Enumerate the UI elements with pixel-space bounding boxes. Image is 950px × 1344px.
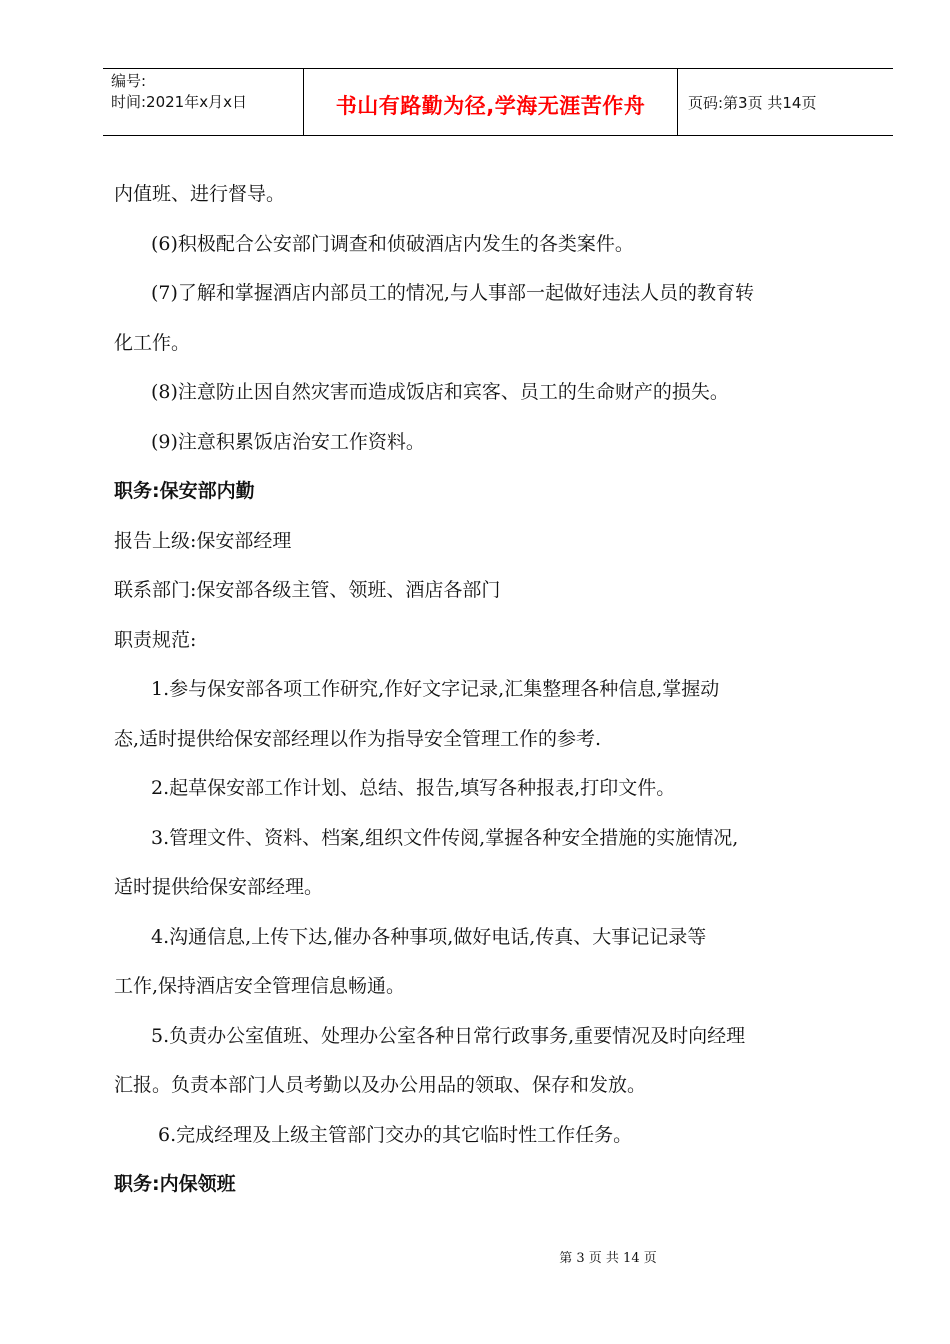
header-motto: 书山有路勤为径,学海无涯苦作舟	[335, 94, 646, 118]
page-header	[103, 68, 893, 136]
header-page-info: 页码:第3页 共14页	[688, 93, 817, 112]
body-line: 内值班、进行督导。	[114, 183, 286, 205]
section-title: 职务:保安部内勤	[114, 480, 255, 502]
duty-item-line: 态,适时提供给保安部经理以作为指导安全管理工作的参考.	[114, 727, 602, 750]
duty-item-line: 5.负责办公室值班、处理办公室各种日常行政事务,重要情况及时向经理	[151, 1024, 746, 1047]
body-line: (8)注意防止因自然灾害而造成饭店和宾客、员工的生命财产的损失。	[151, 381, 729, 403]
report-to-line: 报告上级:保安部经理	[114, 529, 292, 552]
duty-item-line: 汇报。负责本部门人员考勤以及办公用品的领取、保存和发放。	[114, 1074, 647, 1096]
duty-item-line: 适时提供给保安部经理。	[114, 876, 324, 898]
body-line: (9)注意积累饭店治安工作资料。	[151, 430, 425, 453]
duties-label: 职责规范:	[114, 628, 197, 651]
duty-item-line: 1.参与保安部各项工作研究,作好文字记录,汇集整理各种信息,掌握动	[151, 678, 720, 700]
section-title: 职务:内保领班	[114, 1173, 236, 1195]
document-date: 时间:2021年x月x日	[111, 93, 247, 111]
body-line: (6)积极配合公安部门调查和侦破酒店内发生的各类案件。	[151, 232, 634, 255]
document-number-label: 编号:	[111, 72, 147, 90]
header-meta	[103, 69, 304, 135]
body-line: 化工作。	[114, 331, 191, 354]
body-line: (7)了解和掌握酒店内部员工的情况,与人事部一起做好违法人员的教育转	[151, 282, 754, 304]
duty-item-line: 2.起草保安部工作计划、总结、报告,填写各种报表,打印文件。	[151, 777, 676, 799]
footer-page-number: 第 3 页 共 14 页	[559, 1251, 657, 1266]
page-footer	[0, 1247, 950, 1266]
duty-item-line: 3.管理文件、资料、档案,组织文件传阅,掌握各种安全措施的实施情况,	[151, 826, 739, 849]
duty-item-line: 工作,保持酒店安全管理信息畅通。	[114, 975, 406, 997]
header-motto-cell	[304, 69, 678, 135]
duty-item-line: 4.沟通信息,上传下达,催办各种事项,做好电话,传真、大事记记录等	[151, 925, 707, 948]
duty-item-line: 6.完成经理及上级主管部门交办的其它临时性工作任务。	[158, 1123, 633, 1146]
contact-departments-line: 联系部门:保安部各级主管、领班、酒店各部门	[114, 579, 501, 601]
document-body	[114, 170, 894, 1210]
header-page-info-cell	[678, 69, 893, 135]
